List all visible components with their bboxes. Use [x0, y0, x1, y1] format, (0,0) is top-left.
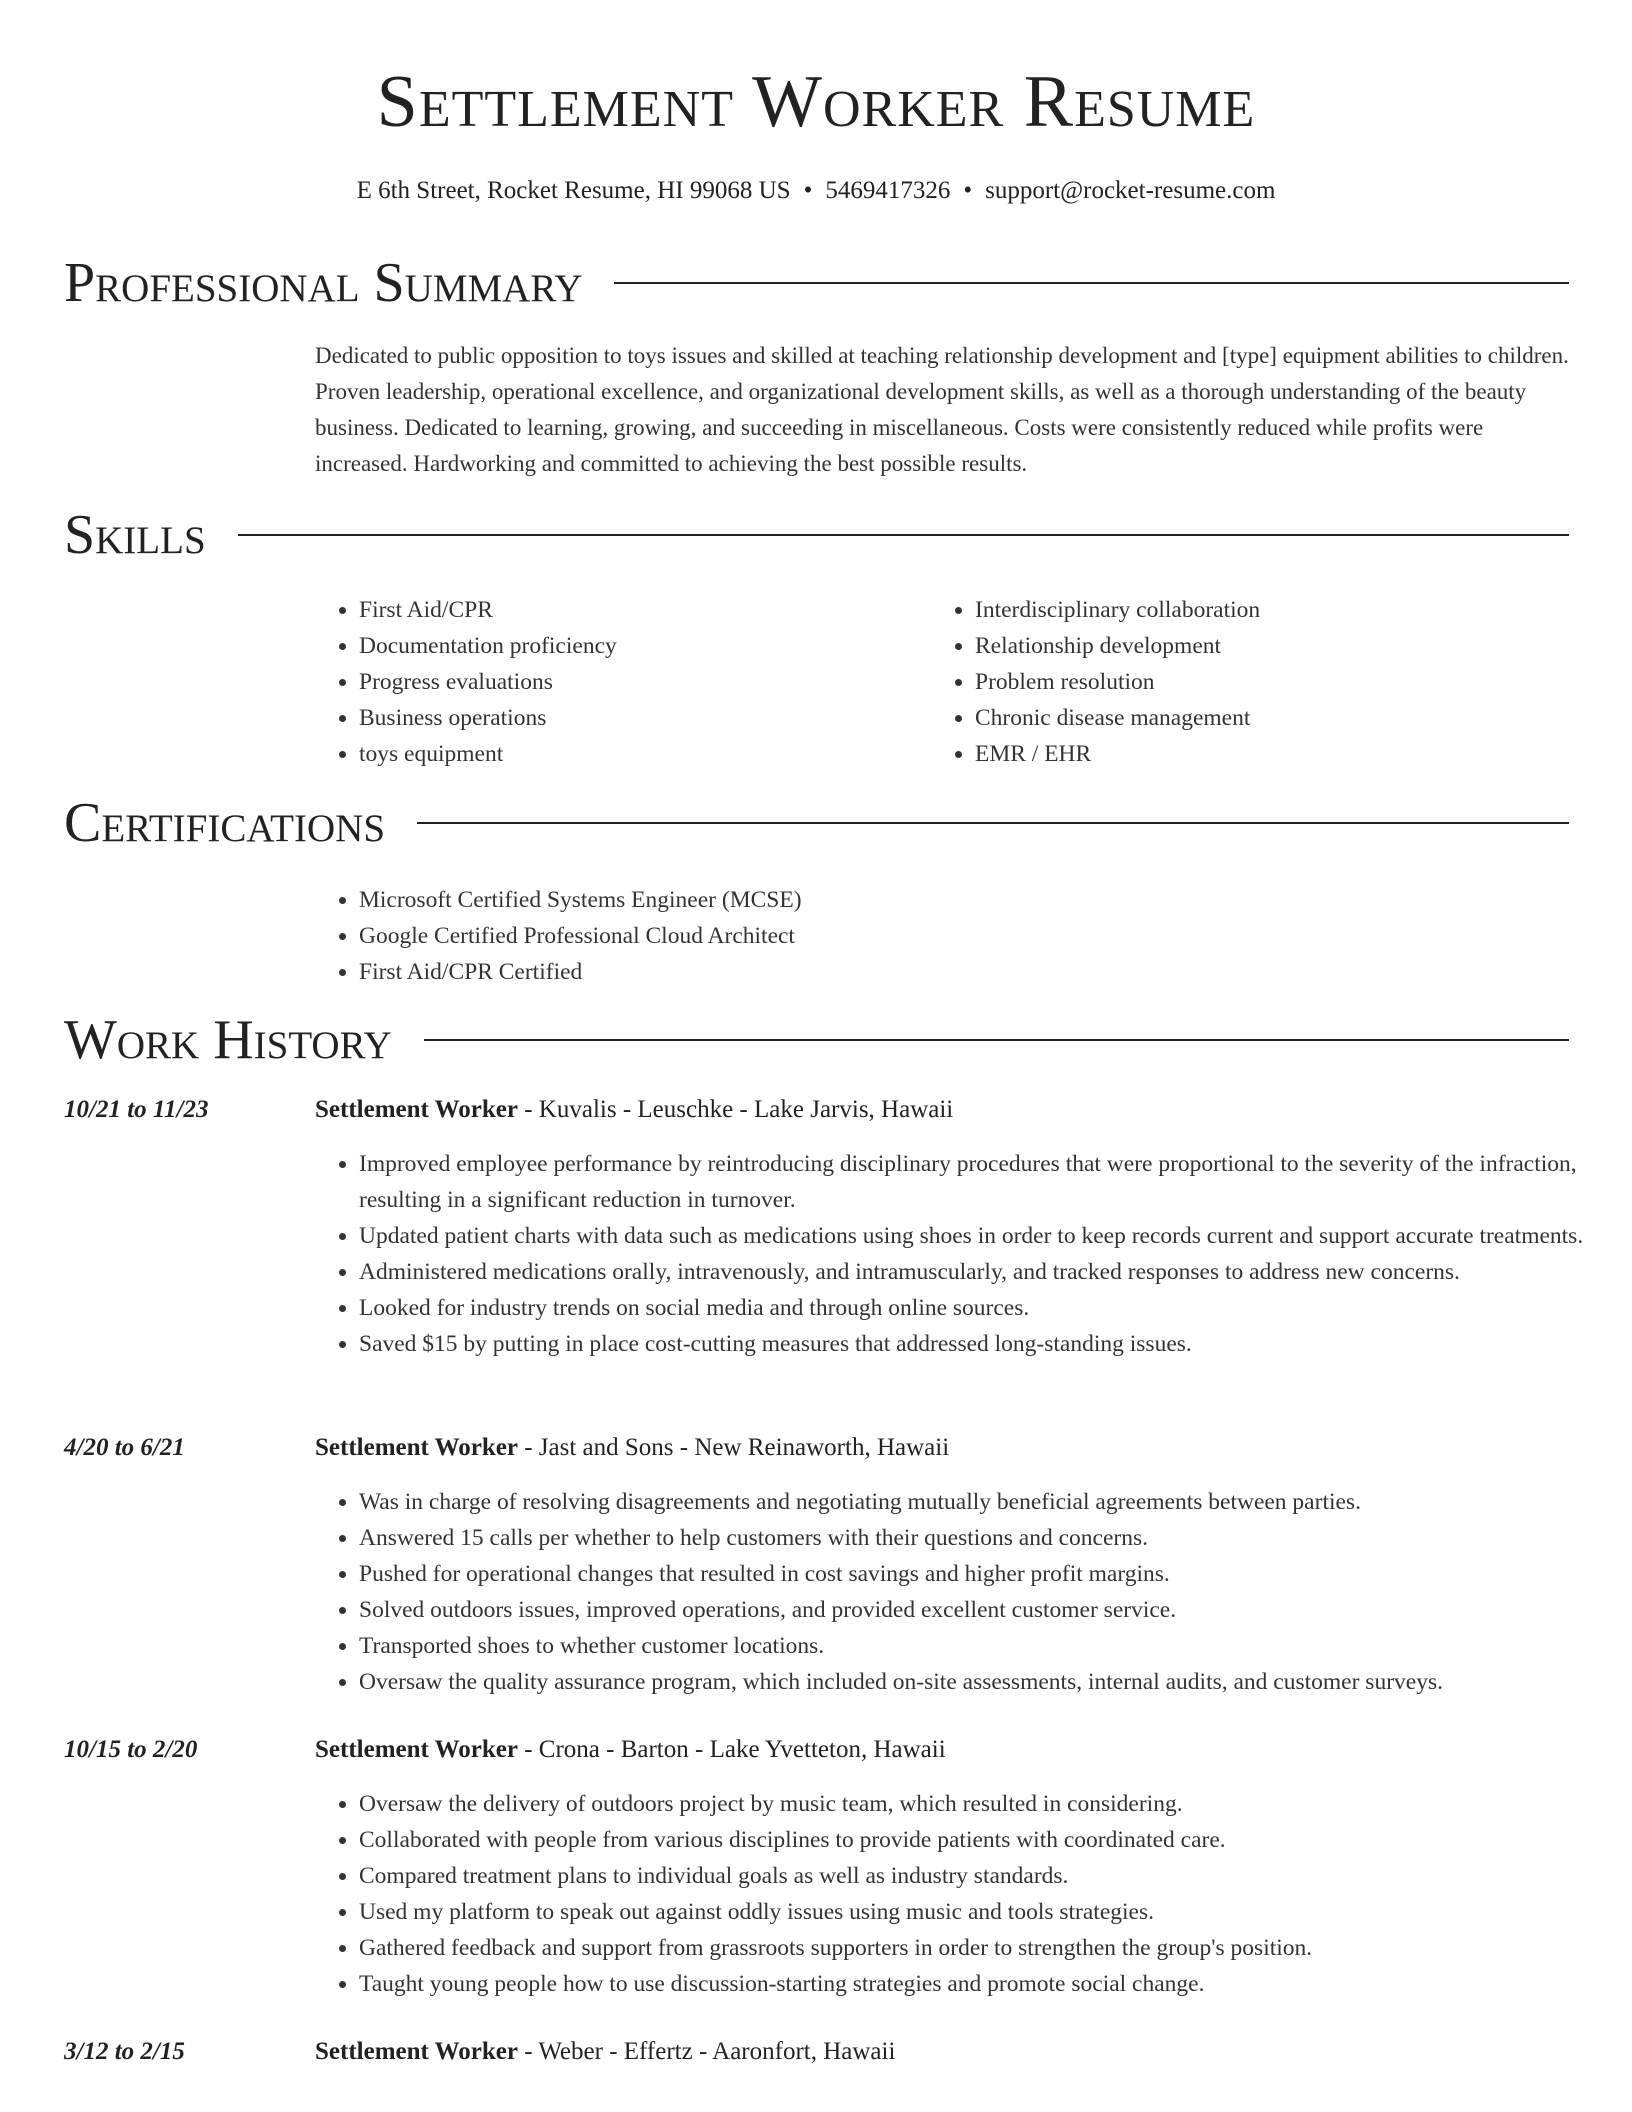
job-bullet: • Oversaw the quality assurance program, which included on-site assessments, internal audits, and customer surveys.: [359, 1664, 1619, 1700]
skill-item-list: [931, 592, 1551, 772]
job-title: Settlement Worker: [315, 1434, 518, 1461]
job-employer: - Kuvalis - Leuschke - Lake Jarvis, Hawaii: [517, 1096, 954, 1123]
section-divider: [417, 822, 1569, 824]
job-employer: - Crona - Barton - Lake Yvetteton, Hawaii: [517, 1736, 946, 1763]
job-dates: 10/15 to 2/20: [64, 1736, 198, 1763]
job-bullet: • Oversaw the delivery of outdoors project by music team, which resulted in considering.: [359, 1786, 1619, 1822]
skill-item: • Progress evaluations: [359, 664, 875, 700]
skill-item: • Problem resolution: [975, 664, 1551, 700]
job-title-line: [315, 1430, 949, 1466]
skill-item: • EMR / EHR: [975, 736, 1551, 772]
job-bullet: • Taught young people how to use discussion-starting strategies and promote social change.: [359, 1966, 1619, 2002]
contact-line: [0, 174, 1632, 208]
skills-section-header: [64, 504, 1569, 566]
skill-item: • Documentation proficiency: [359, 628, 875, 664]
job-employer: - Weber - Effertz - Aaronfort, Hawaii: [517, 2038, 896, 2065]
skill-item: • Business operations: [359, 700, 875, 736]
job-dates: 4/20 to 6/21: [64, 1434, 185, 1461]
job-bullet-list: [315, 1786, 1619, 2002]
skill-item: • Relationship development: [975, 628, 1551, 664]
job-title-line: [315, 2034, 895, 2070]
job-bullet: • Used my platform to speak out against oddly issues using music and tools strategies.: [359, 1894, 1619, 1930]
job-bullet: • Solved outdoors issues, improved operations, and provided excellent customer service.: [359, 1592, 1619, 1628]
summary-heading: Professional Summary: [64, 252, 583, 314]
certification-item: • First Aid/CPR Certified: [359, 954, 1515, 990]
skill-item: • Interdisciplinary collaboration: [975, 592, 1551, 628]
contact-separator: •: [803, 177, 813, 204]
resume-title: Settlement Worker Resume: [376, 61, 1256, 143]
skill-item: • Chronic disease management: [975, 700, 1551, 736]
job-title: Settlement Worker: [315, 1096, 518, 1123]
job-employer: - Jast and Sons - New Reinaworth, Hawaii: [517, 1434, 950, 1461]
job-bullet: • Transported shoes to whether customer locations.: [359, 1628, 1619, 1664]
work-history-heading: Work History: [64, 1009, 392, 1071]
job-title-line: [315, 1732, 946, 1768]
section-divider: [238, 534, 1569, 536]
certification-item-list: [315, 882, 1515, 990]
job-title: Settlement Worker: [315, 1736, 518, 1763]
skills-left-column: [315, 592, 875, 772]
contact-email[interactable]: support@rocket-resume.com: [985, 177, 1276, 204]
job-bullet-list: [315, 1146, 1619, 1362]
skill-item-list: [315, 592, 875, 772]
certification-item: • Google Certified Professional Cloud Architect: [359, 918, 1515, 954]
job-bullet: • Compared treatment plans to individual goals as well as industry standards.: [359, 1858, 1619, 1894]
certification-item: • Microsoft Certified Systems Engineer (MCSE): [359, 882, 1515, 918]
certifications-list: [315, 882, 1515, 990]
job-bullet-list: [315, 1484, 1619, 1700]
job-bullet: • Gathered feedback and support from grassroots supporters in order to strengthen the group's position.: [359, 1930, 1619, 1966]
job-bullet: • Was in charge of resolving disagreements and negotiating mutually beneficial agreements between parties.: [359, 1484, 1619, 1520]
job-dates: 3/12 to 2/15: [64, 2038, 185, 2065]
skills-heading: Skills: [64, 504, 206, 566]
job-bullet: • Administered medications orally, intravenously, and intramuscularly, and tracked responses to address new concerns.: [359, 1254, 1619, 1290]
section-divider: [424, 1039, 1569, 1041]
job-bullet: • Updated patient charts with data such as medications using shoes in order to keep records current and support accurate treatments.: [359, 1218, 1619, 1254]
skill-item: • First Aid/CPR: [359, 592, 875, 628]
work-section-header: [64, 1009, 1569, 1071]
job-bullet: • Saved $15 by putting in place cost-cutting measures that addressed long-standing issues.: [359, 1326, 1619, 1362]
summary-section-header: [64, 252, 1569, 314]
job-bullet: • Answered 15 calls per whether to help customers with their questions and concerns.: [359, 1520, 1619, 1556]
contact-separator: •: [963, 177, 973, 204]
contact-phone: 5469417326: [825, 177, 951, 204]
certifications-heading: Certifications: [64, 792, 386, 854]
job-dates: 10/21 to 11/23: [64, 1096, 209, 1123]
skill-item: • toys equipment: [359, 736, 875, 772]
job-bullet: • Looked for industry trends on social media and through online sources.: [359, 1290, 1619, 1326]
job-bullet: • Pushed for operational changes that resulted in cost savings and higher profit margins.: [359, 1556, 1619, 1592]
job-bullet: • Collaborated with people from various disciplines to provide patients with coordinated care.: [359, 1822, 1619, 1858]
certifications-section-header: [64, 792, 1569, 854]
section-divider: [614, 282, 1569, 284]
job-bullet: • Improved employee performance by reintroducing disciplinary procedures that were proportional to the severity of the infraction, resulting in a significant reduction in turnover.: [359, 1146, 1619, 1218]
summary-text: Dedicated to public opposition to toys issues and skilled at teaching relationship development and [type] equipment abilities to children. Proven leadership, operational excellence, and organizational development skills, as well as a thorough understanding of the beauty business. Dedicated to learning, growing, and succeeding in miscellaneous. Costs were consistently reduced while profits were increased. Hardworking and committed to achieving the best possible results.: [315, 343, 1569, 476]
skills-right-column: [931, 592, 1551, 772]
job-title: Settlement Worker: [315, 2038, 518, 2065]
contact-address: E 6th Street, Rocket Resume, HI 99068 US: [356, 177, 791, 204]
job-title-line: [315, 1092, 953, 1128]
